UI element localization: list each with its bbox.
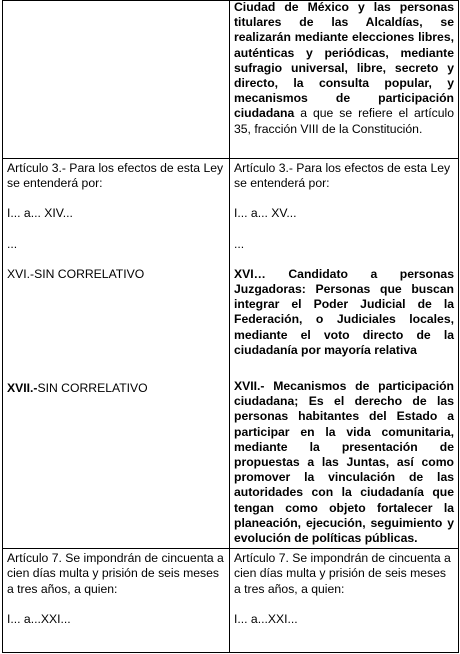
right-cell xyxy=(230,159,459,549)
article-3-intro: Artículo 3.- Para los efectos de esta Ley se entenderá por: xyxy=(7,161,224,191)
table-row xyxy=(3,1,459,159)
left-cell-empty xyxy=(3,1,230,159)
fraction-xvi-text: XVI… Candidato a personas Juzgadoras: Personas que buscan integrar el Poder Judicial de la Federación, o Judiciales locales, mediante el voto directo de la ciudadanía por mayoría relativa xyxy=(234,266,454,357)
article-7-intro: Artículo 7. Se impondrán de cincuenta a cien días multa y prisión de seis meses a tres años, a quien: xyxy=(7,551,224,596)
article-7-intro: Artículo 7. Se impondrán de cincuenta a cien días multa y prisión de seis meses a tres años, a quien: xyxy=(234,551,451,596)
table-row xyxy=(3,159,459,549)
fraction-range: I... a... XV... xyxy=(234,206,297,221)
fraction-xvii-text: XVII.- Mecanismos de participación ciudadana; Es el derecho de las personas habitantes del Estado a participar en la vida comunitaria, mediante la presentación de propuestas a las Juntas, así como promover la vinculación de las autoridades con la ciudadanía que tengan como objeto fortalecer la planeación, ejecución, seguimiento y evolución de políticas públicas. xyxy=(234,379,454,546)
normal-text: a que se refiere el artículo 35, fracción VIII de la Constitución. xyxy=(234,106,454,136)
fraction-xvi: XVI.-SIN CORRELATIVO xyxy=(7,266,145,281)
ellipsis: ... xyxy=(7,236,18,251)
table-row xyxy=(3,549,459,653)
right-cell xyxy=(230,1,459,159)
fraction-xvii-text: SIN CORRELATIVO xyxy=(37,381,148,396)
fraction-xvii-number: XVII.- xyxy=(7,381,38,396)
fraction-range: I... a... XIV... xyxy=(7,206,73,221)
fraction-xvi xyxy=(234,267,454,358)
left-cell xyxy=(3,159,230,549)
bold-text: Ciudad de México y las personas titulares de las Alcaldías, se realizarán mediante elecciones libres, auténticas y periódicas, mediante sufragio universal, libre, secreto y directo, la consulta popular, y mecanismos de participación ciudadana xyxy=(234,0,454,121)
fraction-xvii xyxy=(234,379,454,546)
continued-paragraph xyxy=(234,0,454,137)
fraction-range: I... a...XXI... xyxy=(234,611,298,626)
fraction-xvii xyxy=(7,381,225,396)
right-cell xyxy=(230,549,459,653)
comparison-table xyxy=(2,0,459,653)
ellipsis: ... xyxy=(234,236,245,251)
left-cell xyxy=(3,549,230,653)
fraction-range: I... a...XXI... xyxy=(7,611,71,626)
article-3-intro: Artículo 3.- Para los efectos de esta Ley se entenderá por: xyxy=(234,161,451,191)
